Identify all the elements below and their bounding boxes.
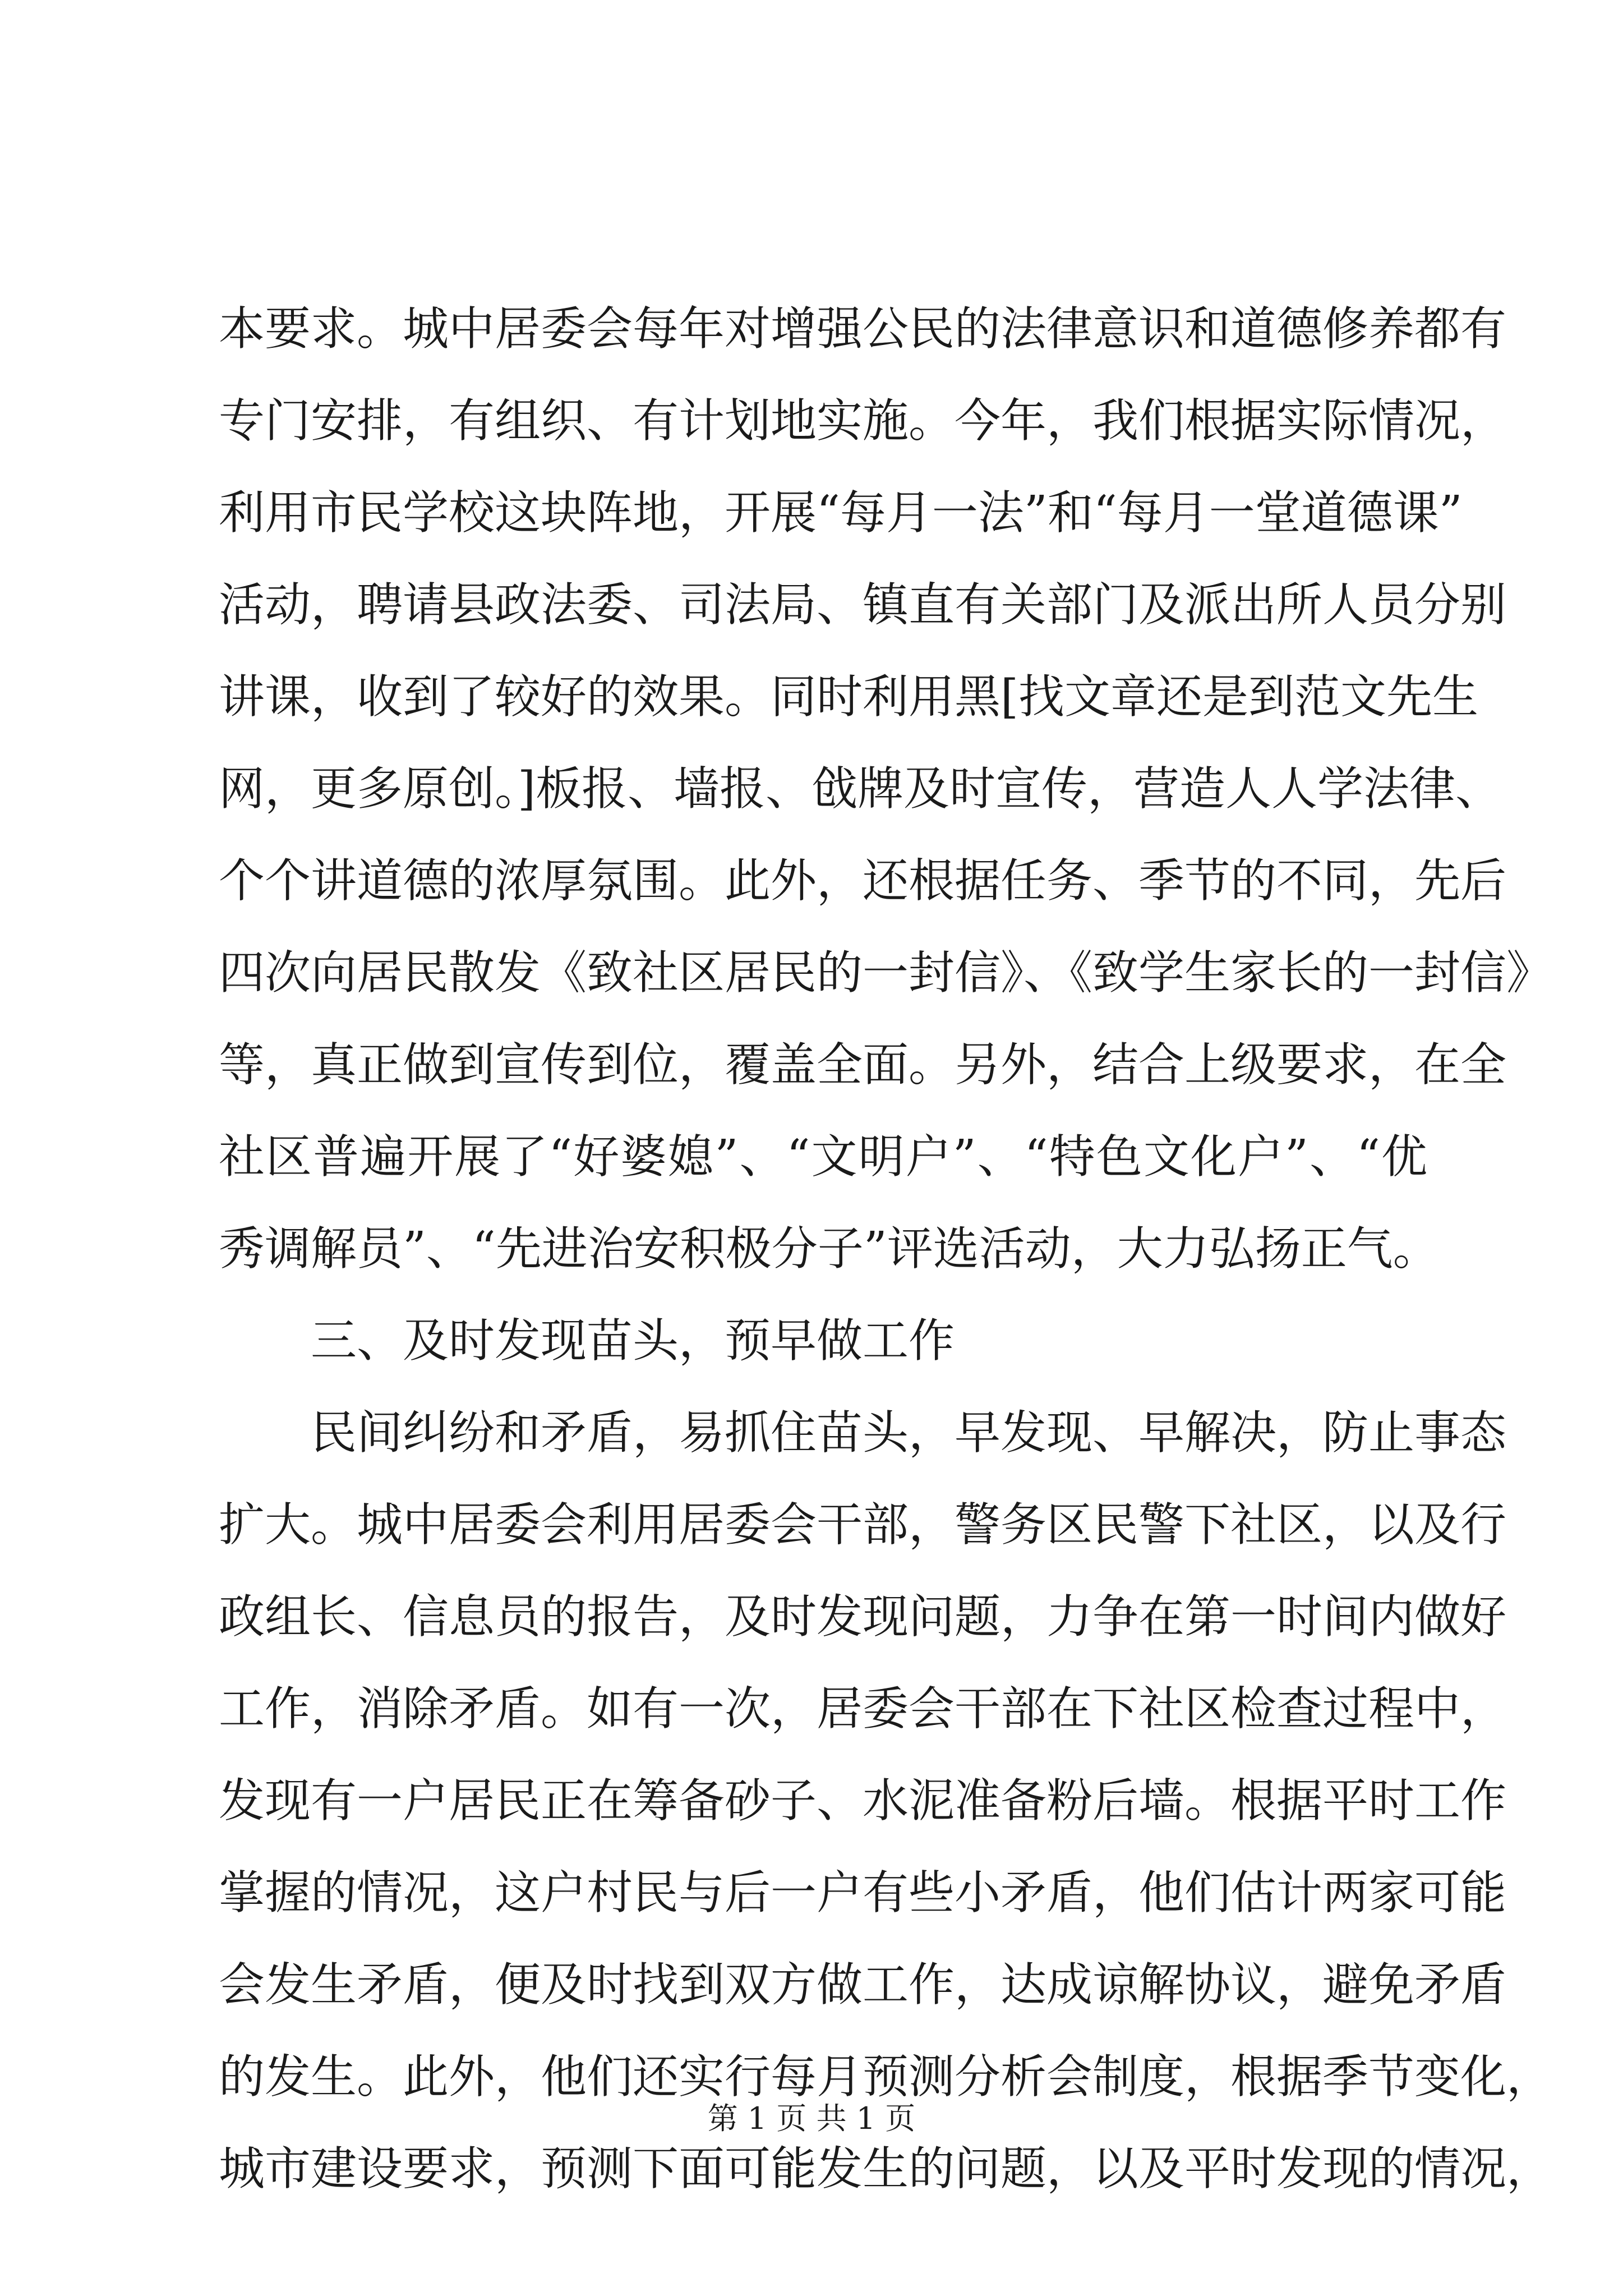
text-line: 政组长、信息员的报告，及时发现问题，力争在第一时间内做好 bbox=[219, 1590, 1507, 1644]
section-heading: 三、及时发现苗头，预早做工作 bbox=[311, 1314, 955, 1368]
text-line: 四次向居民散发《致社区居民的一封信》、《致学生家长的一封信》 bbox=[219, 946, 1553, 1000]
text-line: 网，更多原创。]板报、墙报、戗牌及时宣传，营造人人学法律、 bbox=[219, 762, 1501, 816]
text-line: 工作，消除矛盾。如有一次，居委会干部在下社区检查过程中， bbox=[219, 1682, 1507, 1736]
text-line: 扩大。城中居委会利用居委会干部，警务区民警下社区，以及行 bbox=[219, 1498, 1507, 1552]
text-line: 城市建设要求，预测下面可能发生的问题，以及平时发现的情况， bbox=[219, 2142, 1553, 2196]
text-line: 社区普遍开展了“好婆媳”、“文明户”、“特色文化户”、“优 bbox=[219, 1130, 1427, 1184]
text-line: 本要求。城中居委会每年对增强公民的法律意识和道德修养都有 bbox=[219, 302, 1507, 356]
text-line: 民间纠纷和矛盾，易抓住苗头，早发现、早解决，防止事态 bbox=[311, 1406, 1507, 1460]
text-line: 等，真正做到宣传到位，覆盖全面。另外，结合上级要求，在全 bbox=[219, 1038, 1507, 1092]
text-line: 会发生矛盾，便及时找到双方做工作，达成谅解协议，避免矛盾 bbox=[219, 1958, 1507, 2012]
text-line: 个个讲道德的浓厚氛围。此外，还根据任务、季节的不同，先后 bbox=[219, 854, 1507, 908]
document-body bbox=[219, 283, 1553, 2215]
text-line: 掌握的情况，这户村民与后一户有些小矛盾，他们估计两家可能 bbox=[219, 1866, 1507, 1920]
text-line: 专门安排，有组织、有计划地实施。今年，我们根据实际情况， bbox=[219, 394, 1507, 448]
page-number: 第 1 页 共 1 页 bbox=[707, 2101, 916, 2136]
text-line: 活动，聘请县政法委、司法局、镇直有关部门及派出所人员分别 bbox=[219, 578, 1507, 632]
text-line: 发现有一户居民正在筹备砂子、水泥准备粉后墙。根据平时工作 bbox=[219, 1774, 1507, 1828]
text-line: 的发生。此外，他们还实行每月预测分析会制度，根据季节变化， bbox=[219, 2050, 1553, 2104]
text-line: 秀调解员”、“先进治安积极分子”评选活动，大力弘扬正气。 bbox=[219, 1222, 1439, 1276]
page-footer bbox=[0, 2099, 1623, 2138]
text-line: 利用市民学校这块阵地，开展“每月一法”和“每月一堂道德课” bbox=[219, 486, 1463, 540]
text-line: 讲课，收到了较好的效果。同时利用黑[找文章还是到范文先生 bbox=[219, 670, 1478, 724]
